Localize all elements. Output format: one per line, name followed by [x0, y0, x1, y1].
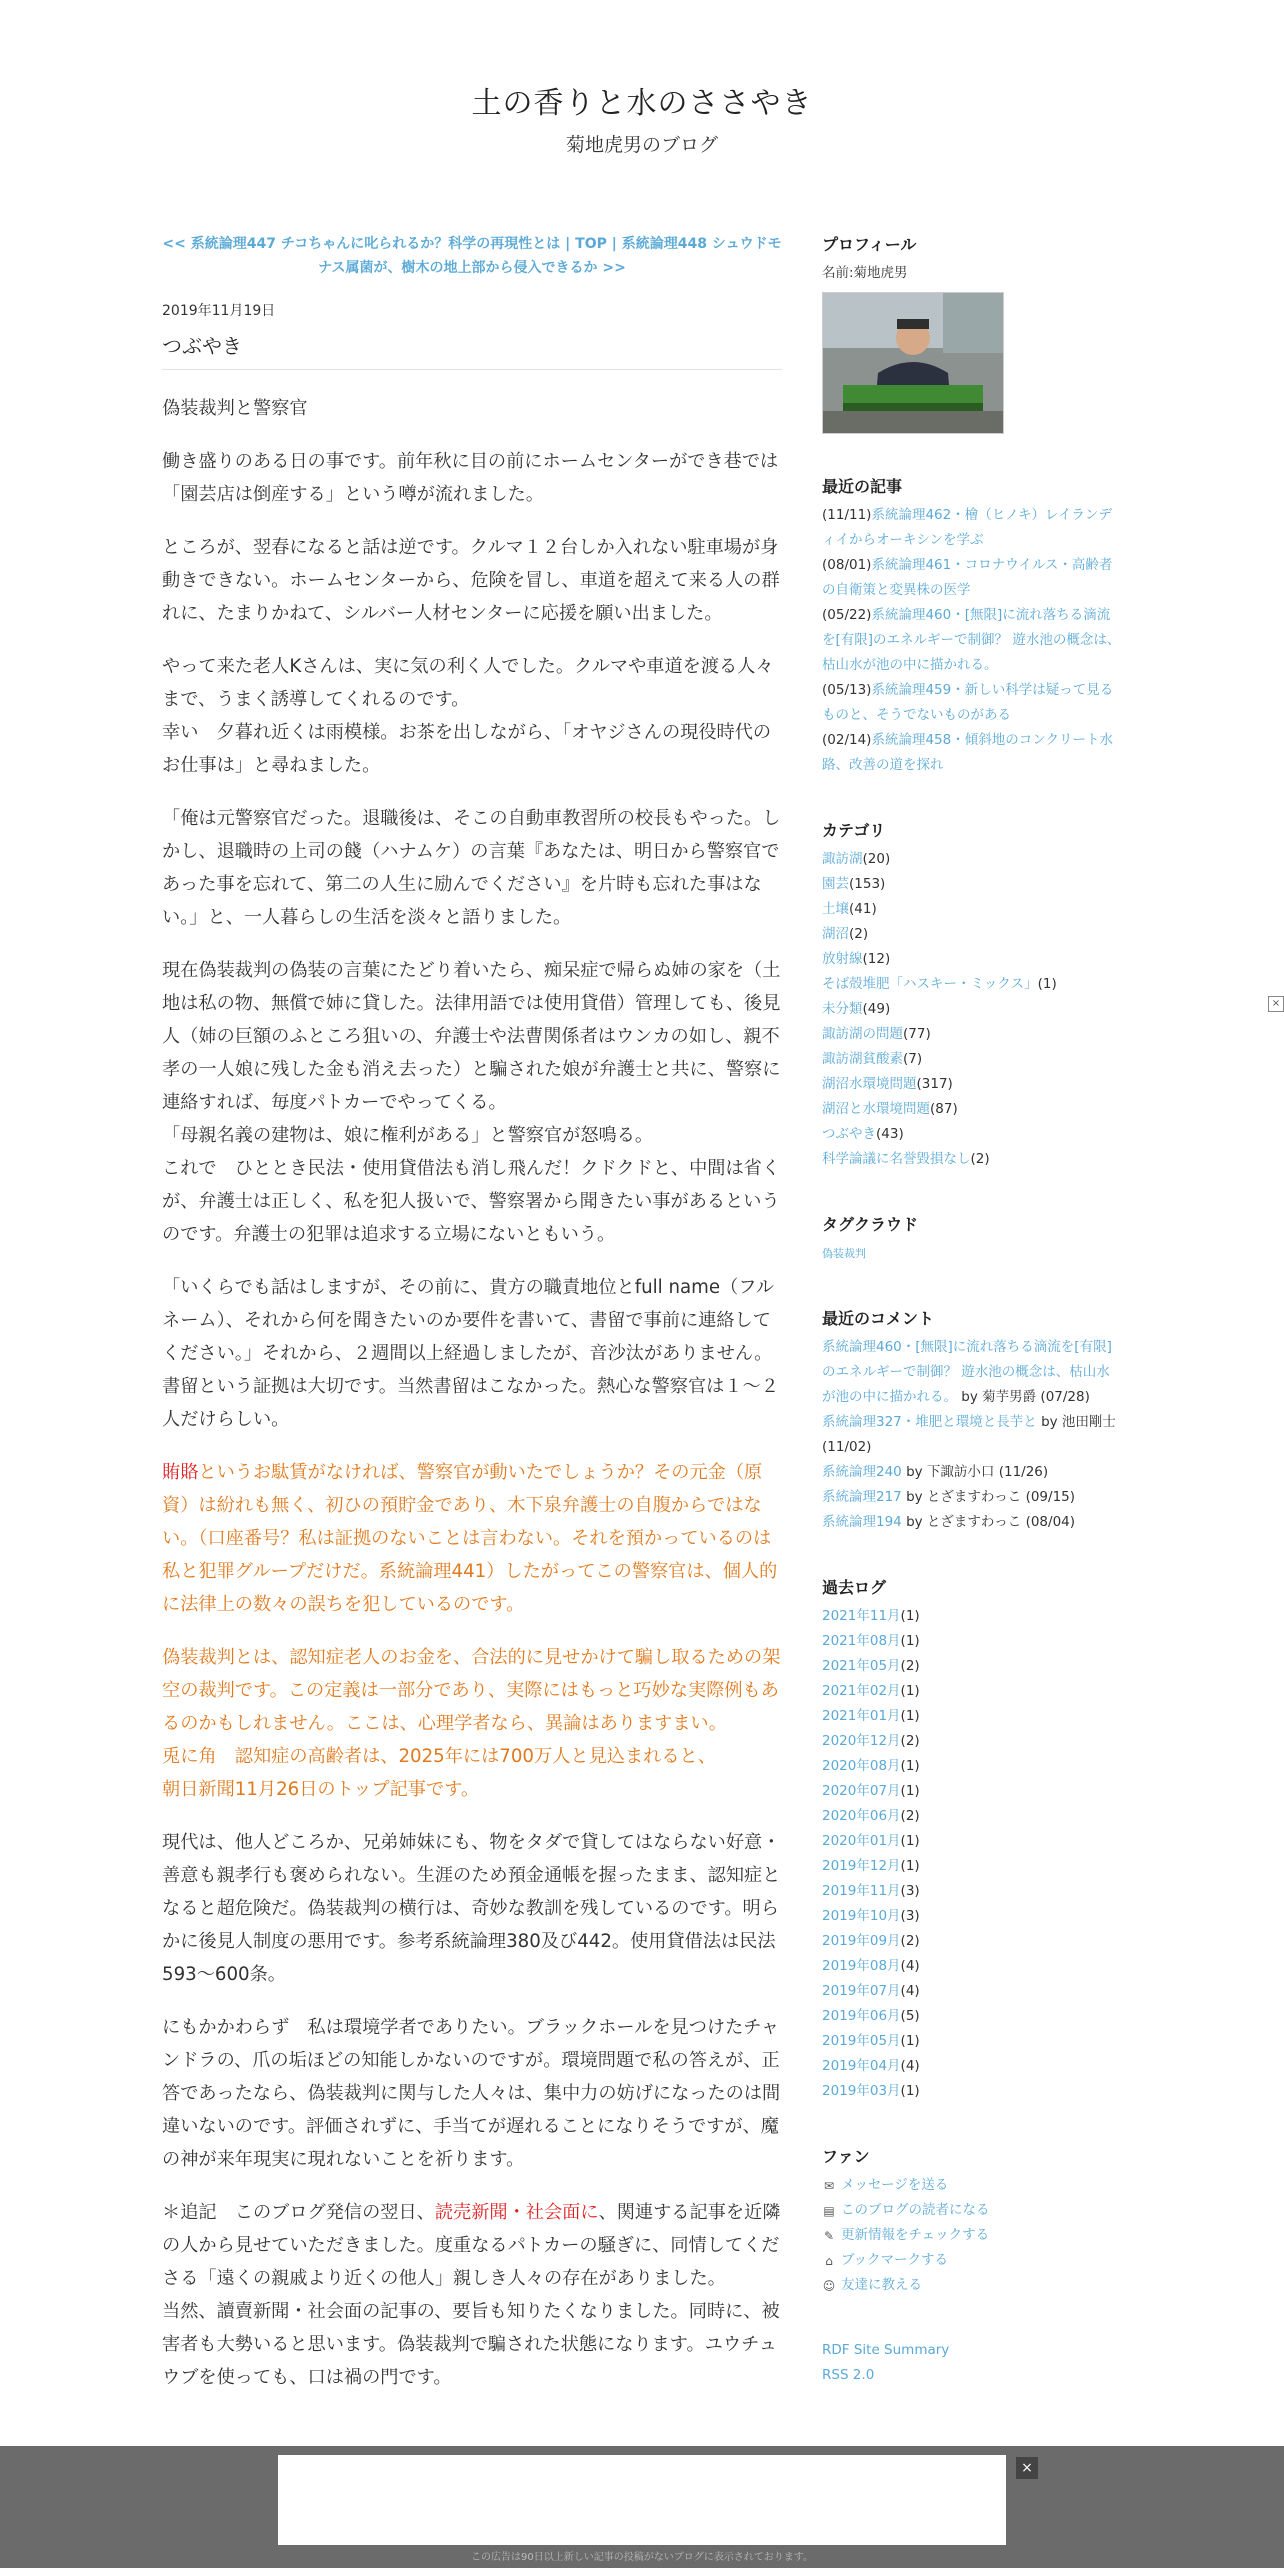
highlight-orange-text: というお駄賃がなければ、警察官が動いたでしょうか？その元金（原資）は紛れも無く、初ひの預貯金であり、木下泉弁護士の自腹からではない。（口座番号？私は証拠のないことは言わない。それを預かっているのは私と犯罪グループだけだ。系統論理441）したがってこの警察官は、個人的に法律上の数々の誤ちを犯しているのです。 — [162, 1462, 778, 1615]
become-reader-link[interactable]: このブログの読者になる — [841, 2202, 990, 2218]
nav-separator: | — [606, 236, 622, 252]
entry-paragraph-highlight — [162, 1456, 782, 1621]
entry-title: つぶやき — [162, 330, 782, 370]
archive-count: (1) — [900, 1833, 920, 1849]
archive-count: (1) — [900, 1633, 920, 1649]
category-link[interactable]: 土壌 — [822, 901, 849, 917]
fan-heading: ファン — [822, 2147, 870, 2166]
comment-item — [822, 1485, 1122, 1510]
archive-section — [822, 1575, 1122, 2104]
fan-item — [822, 2223, 1122, 2248]
entry-paragraph: にもかかわらず 私は環境学者でありたい。ブラックホールを見つけたチャンドラの、爪の垢ほどの知能しかないのですが。環境問題で私の答えが、正答であったなら、偽装裁判に関与した人々は、集中力の妨げになったのは間違いないのです。評価されずに、手当てが遅れることになりそうですが、魔の神が来年現実に現れないことを祈ります。 — [162, 2017, 781, 2170]
fan-section — [822, 2144, 1122, 2298]
recent-entries-heading: 最近の記事 — [822, 477, 903, 496]
archive-link[interactable]: 2019年09月 — [822, 1933, 901, 1949]
archive-link[interactable]: 2019年05月 — [822, 2033, 901, 2049]
tag-link[interactable]: 偽装裁判 — [822, 1247, 866, 1260]
archive-count: (4) — [900, 1958, 920, 1974]
category-count: (2) — [970, 1151, 990, 1167]
side-close-button[interactable]: × — [1268, 996, 1284, 1012]
archive-item — [822, 1854, 1122, 1879]
category-count: (153) — [849, 876, 886, 892]
comment-item — [822, 1410, 1122, 1460]
recent-entries-section — [822, 474, 1122, 778]
category-count: (41) — [849, 901, 877, 917]
envelope-icon: ✉ — [823, 2178, 835, 2193]
archive-link[interactable]: 2019年03月 — [822, 2083, 901, 2099]
category-item — [822, 1022, 1122, 1047]
archive-count: (5) — [900, 2008, 920, 2024]
comment-item — [822, 1510, 1122, 1535]
category-item — [822, 1072, 1122, 1097]
recent-entry-link[interactable]: 系統論理462・檜（ヒノキ）レイランディイからオーキシンを学ぶ — [822, 507, 1112, 548]
category-link[interactable]: 湖沼と水環境問題 — [822, 1101, 930, 1117]
category-item — [822, 947, 1122, 972]
comment-author: by とざますわっこ (08/04) — [901, 1514, 1076, 1530]
archive-item — [822, 2054, 1122, 2079]
category-item — [822, 1097, 1122, 1122]
check-icon: ✎ — [823, 2228, 835, 2243]
highlight-orange-text: 朝日新聞11月26日のトップ記事です。 — [162, 1779, 480, 1800]
category-count: (1) — [1037, 976, 1057, 992]
recent-entry-date: (05/13) — [822, 682, 872, 698]
archive-count: (1) — [900, 1708, 920, 1724]
entry-text: 幸い 夕暮れ近くは雨模様。お茶を出しながら、「オヤジさんの現役時代のお仕事は」と尋ねました。 — [162, 722, 772, 776]
category-link[interactable]: そば殻堆肥「ハスキー・ミックス」 — [822, 976, 1038, 992]
archive-item — [822, 1954, 1122, 1979]
bookmark-link[interactable]: ブックマークする — [841, 2252, 949, 2268]
category-count: (87) — [930, 1101, 958, 1117]
category-link[interactable]: 湖沼 — [822, 926, 849, 942]
entry-text: 現在偽装裁判の偽装の言葉にたどり着いたら、痴呆症で帰らぬ姉の家を（土地は私の物、無償で姉に貸した。法律用語では使用貸借）管理しても、後見人（姉の巨額のふところ狙いの、弁護士や法曹関係者はウンカの如し、親不孝の一人娘に残した金も消え去った）と騙された娘が弁護士と共に、警察に連絡すれば、毎度パトカーでやってくる。 — [162, 960, 781, 1113]
tag-cloud-heading: タグクラウド — [822, 1215, 919, 1234]
entry-paragraph — [162, 2196, 782, 2394]
archive-count: (1) — [900, 2033, 920, 2049]
highlight-red-text: 読売新聞・社会面に — [434, 2202, 599, 2223]
entry-paragraph: 現代は、他人どころか、兄弟姉妹にも、物をタダで貸してはならない好意・善意も親孝行も褒められない。生涯のため預金通帳を握ったまま、認知症となると超危険だ。偽装裁判の横行は、奇妙な教訓を残しているのです。明らかに後見人制度の悪用です。参考系統論理380及び442。使用貸借法は民法593～600条。 — [162, 1832, 781, 1985]
send-message-link[interactable]: メッセージを送る — [841, 2177, 949, 2193]
archive-item — [822, 1704, 1122, 1729]
category-item — [822, 847, 1122, 872]
entry-paragraph — [162, 954, 782, 1251]
category-link[interactable]: 諏訪湖貧酸素 — [822, 1051, 903, 1067]
entry-body — [162, 392, 782, 2394]
recent-comments-section — [822, 1306, 1122, 1535]
entry-text: これで ひととき民法・使用貸借法も消し飛んだ！クドクドと、中間は省くが、弁護士は正しく、私を犯人扱いで、警察署から聞きたい事があるというのです。弁護士の犯罪は追求する立場にないともいう。 — [162, 1158, 781, 1245]
blog-title[interactable]: 土の香りと水のささやき — [471, 86, 813, 121]
highlight-red-text: 賄賂 — [162, 1462, 199, 1483]
comment-entry-link[interactable]: 系統論理460・[無限]に流れ落ちる滴流を[有限]のエネルギーで制御？ 遊水池の概念は、枯山水が池の中に描かれる。 — [822, 1339, 1112, 1405]
archive-link[interactable]: 2019年12月 — [822, 1858, 901, 1874]
category-count: (12) — [862, 951, 891, 967]
check-updates-link[interactable]: 更新情報をチェックする — [841, 2227, 990, 2243]
entry-navigation — [162, 232, 782, 280]
category-count: (2) — [849, 926, 869, 942]
highlight-orange-text: 偽装裁判とは、認知症老人のお金を、合法的に見せかけて騙し取るための架空の裁判です。この定義は一部分であり、実際にはもっと巧妙な実際例もあるのかもしれません。ここは、心理学者なら、異論はありますまい。 — [162, 1647, 781, 1734]
entry-text: 、関連する記事を近隣の人から見せていただきました。度重なるパトカーの騒ぎに、同情してくださる「遠くの親戚より近くの他人」親しき人々の存在がありました。 — [162, 2202, 781, 2289]
category-item — [822, 1147, 1122, 1172]
archive-count: (1) — [900, 1758, 920, 1774]
entry-text: ＊追記 このブログ発信の翌日、 — [162, 2202, 435, 2223]
highlight-orange-text: 兎に角 認知症の高齢者は、2025年には700万人と見込まれると、 — [162, 1746, 716, 1767]
archive-item — [822, 1629, 1122, 1654]
archive-link[interactable]: 2020年06月 — [822, 1808, 901, 1824]
prev-entry-link[interactable]: << 系統論理447 チコちゃんに叱られるか？科学の再現性とは — [162, 236, 561, 252]
entry-text: やって来た老人Kさんは、実に気の利く人でした。クルマや車道を渡る人々まで、うまく誘導してくれるのです。 — [162, 656, 774, 710]
archive-count: (2) — [900, 1933, 920, 1949]
archive-item — [822, 2004, 1122, 2029]
recent-entry-date: (05/22) — [822, 607, 872, 623]
archive-link[interactable]: 2021年01月 — [822, 1708, 901, 1724]
recent-entry-item — [822, 678, 1122, 728]
archive-heading: 過去ログ — [822, 1578, 887, 1597]
archive-count: (1) — [900, 1608, 920, 1624]
recent-entry-link[interactable]: 系統論理459・新しい科学は疑って見るものと、そうでないものがある — [822, 682, 1114, 723]
category-link[interactable]: 諏訪湖の問題 — [822, 1026, 903, 1042]
comment-item — [822, 1335, 1122, 1410]
fan-item — [822, 2248, 1122, 2273]
sidebar — [822, 232, 1122, 2428]
archive-link[interactable]: 2019年07月 — [822, 1983, 901, 1999]
recent-entry-link[interactable]: 系統論理461・コロナウイルス・高齢者の自衛策と変異株の医学 — [822, 557, 1113, 598]
comment-author: by 菊芋男爵 (07/28) — [957, 1389, 1090, 1405]
category-item — [822, 897, 1122, 922]
comment-entry-link[interactable]: 系統論理217 — [822, 1489, 902, 1505]
entry-date: 2019年11月19日 — [162, 303, 276, 319]
recent-entry-date: (11/11) — [822, 507, 872, 523]
tag-cloud-section — [822, 1212, 1122, 1266]
recent-entry-date: (08/01) — [822, 557, 872, 573]
recent-entry-item — [822, 728, 1122, 778]
next-entry-link[interactable]: 系統論理448 シュウドモナス属菌が、樹木の地上部から侵入できるか >> — [318, 236, 782, 276]
archive-link[interactable]: 2020年08月 — [822, 1758, 901, 1774]
profile-photo-image — [823, 293, 1003, 433]
fan-item — [822, 2173, 1122, 2198]
ad-close-button[interactable]: × — [1016, 2457, 1038, 2479]
rss-feed-link[interactable]: RSS 2.0 — [822, 2367, 875, 2383]
archive-link[interactable]: 2019年11月 — [822, 1883, 901, 1899]
archive-link[interactable]: 2021年11月 — [822, 1608, 901, 1624]
archive-item — [822, 1804, 1122, 1829]
archive-count: (3) — [900, 1883, 920, 1899]
friend-icon: ☺ — [822, 2278, 836, 2293]
fan-item — [822, 2273, 1122, 2298]
archive-count: (1) — [900, 1783, 920, 1799]
archive-count: (3) — [900, 1908, 920, 1924]
entry-paragraph: 「俺は元警察官だった。退職後は、そこの自動車教習所の校長もやった。しかし、退職時の上司の餞（ハナムケ）の言葉『あなたは、明日から警察官であった事を忘れて、第二の人生に励んでください』を片時も忘れた事はない。」と、一人暮らしの生活を淡々と語りました。 — [162, 808, 781, 928]
entry-text: 当然、讀賣新聞・社会面の記事の、要旨も知りたくなりました。同時に、被害者も大勢いると思います。偽装裁判で騙された状態になります。ユウチュウブを使っても、口は禍の門です。 — [162, 2301, 780, 2388]
category-count: (317) — [916, 1076, 953, 1092]
archive-link[interactable]: 2021年02月 — [822, 1683, 901, 1699]
archive-count: (4) — [900, 2058, 920, 2074]
category-count: (77) — [903, 1026, 931, 1042]
comment-entry-link[interactable]: 系統論理240 — [822, 1464, 902, 1480]
category-item — [822, 1122, 1122, 1147]
category-item — [822, 922, 1122, 947]
recent-comments-heading: 最近のコメント — [822, 1309, 935, 1328]
blog-subtitle: 菊地虎男のブログ — [565, 134, 718, 156]
comment-author: by 池田剛士 (11/02) — [822, 1414, 1116, 1455]
entry-paragraph-highlight — [162, 1641, 782, 1806]
recent-entry-link[interactable]: 系統論理460・[無限]に流れ落ちる滴流を[有限]のエネルギーで制御？ 遊水池の概念は、枯山水が池の中に描かれる。 — [822, 607, 1121, 673]
archive-link[interactable]: 2020年01月 — [822, 1833, 901, 1849]
profile-name: 名前:菊地虎男 — [822, 265, 908, 281]
entry-paragraph: 働き盛りのある日の事です。前年秋に目の前にホームセンターができ巷では「園芸店は倒産する」という噂が流れました。 — [162, 451, 779, 505]
archive-item — [822, 1879, 1122, 1904]
archive-link[interactable]: 2019年06月 — [822, 2008, 901, 2024]
recent-entry-item — [822, 503, 1122, 553]
archive-count: (4) — [900, 1983, 920, 1999]
category-count: (43) — [876, 1126, 904, 1142]
comment-entry-link[interactable]: 系統論理327・堆肥と環境と長芋と — [822, 1414, 1037, 1430]
category-link[interactable]: つぶやき — [822, 1126, 876, 1142]
archive-count: (1) — [900, 2083, 920, 2099]
archive-link[interactable]: 2021年08月 — [822, 1633, 901, 1649]
archive-count: (1) — [900, 1858, 920, 1874]
recent-entry-date: (02/14) — [822, 732, 872, 748]
category-item — [822, 972, 1122, 997]
category-link[interactable]: 未分類 — [822, 1001, 863, 1017]
nav-separator: | — [560, 236, 576, 252]
category-count: (7) — [903, 1051, 923, 1067]
category-link[interactable]: 放射線 — [822, 951, 863, 967]
archive-item — [822, 1604, 1122, 1629]
category-link[interactable]: 園芸 — [822, 876, 849, 892]
archive-link[interactable]: 2020年07月 — [822, 1783, 901, 1799]
reader-icon: ▤ — [823, 2203, 835, 2218]
category-link[interactable]: 科学論議に名誉毀損なし — [822, 1151, 971, 1167]
archive-item — [822, 1729, 1122, 1754]
archive-link[interactable]: 2020年12月 — [822, 1733, 901, 1749]
archive-item — [822, 1904, 1122, 1929]
bookmark-icon: ⌂ — [825, 2253, 833, 2268]
archive-item — [822, 1654, 1122, 1679]
category-count: (20) — [862, 851, 891, 867]
category-item — [822, 997, 1122, 1022]
archive-link[interactable]: 2019年04月 — [822, 2058, 901, 2074]
profile-section — [822, 232, 1122, 434]
category-item — [822, 1047, 1122, 1072]
archive-count: (1) — [900, 1683, 920, 1699]
archive-link[interactable]: 2019年08月 — [822, 1958, 901, 1974]
category-item — [822, 872, 1122, 897]
blog-header — [0, 78, 1284, 157]
archive-count: (2) — [900, 1733, 920, 1749]
comment-author: by とざますわっこ (09/15) — [901, 1489, 1076, 1505]
archive-count: (2) — [900, 1658, 920, 1674]
tell-friend-link[interactable]: 友達に教える — [841, 2277, 922, 2293]
ad-caption: この広告は90日以上新しい記事の投稿がないブログに表示されております。 — [471, 2552, 813, 2563]
profile-photo — [822, 292, 1004, 434]
recent-entry-link[interactable]: 系統論理458・傾斜地のコンクリート水路、改善の道を探れ — [822, 732, 1113, 773]
archive-item — [822, 1779, 1122, 1804]
category-link[interactable]: 諏訪湖 — [822, 851, 863, 867]
archive-count: (2) — [900, 1808, 920, 1824]
profile-heading: プロフィール — [822, 235, 917, 254]
archive-item — [822, 1754, 1122, 1779]
archive-link[interactable]: 2021年05月 — [822, 1658, 901, 1674]
feeds-section — [822, 2338, 1122, 2388]
archive-link[interactable]: 2019年10月 — [822, 1908, 901, 1924]
archive-item — [822, 2029, 1122, 2054]
entry-paragraph: ところが、翌春になると話は逆です。クルマ１２台しか入れない駐車場が身動きできない。ホームセンターから、危険を冒し、車道を超えて来る人の群れに、たまりかねて、シルバー人材センターに応援を願い出ました。 — [162, 537, 780, 624]
archive-item — [822, 1679, 1122, 1704]
comment-item — [822, 1460, 1122, 1485]
recent-entry-item — [822, 603, 1122, 678]
comment-author: by 下諏訪小口 (11/26) — [901, 1464, 1049, 1480]
entry-paragraph — [162, 650, 782, 782]
recent-entry-item — [822, 553, 1122, 603]
category-section — [822, 818, 1122, 1172]
entry-paragraph: 「いくらでも話はしますが、その前に、貴方の職責地位とfull name（フルネーム）、それから何を聞きたいのか要件を書いて、書留で事前に連絡してください。」それから、２週間以上経過しましたが、音沙汰がありません。書留という証拠は大切です。当然書留はこなかった。熱心な警察官は１～２人だけらしい。 — [162, 1277, 779, 1430]
rdf-feed-link[interactable]: RDF Site Summary — [822, 2342, 950, 2358]
entry-text: 「母親名義の建物は、娘に権利がある」と警察官が怒鳴る。 — [162, 1125, 654, 1146]
archive-item — [822, 1829, 1122, 1854]
main-column — [162, 232, 782, 2414]
archive-item — [822, 2079, 1122, 2104]
comment-entry-link[interactable]: 系統論理194 — [822, 1514, 902, 1530]
archive-item — [822, 1929, 1122, 1954]
ad-banner[interactable] — [278, 2455, 1006, 2545]
top-link[interactable]: TOP — [575, 236, 607, 252]
category-count: (49) — [862, 1001, 891, 1017]
category-link[interactable]: 湖沼水環境問題 — [822, 1076, 917, 1092]
category-heading: カテゴリ — [822, 821, 886, 840]
entry-paragraph: 偽装裁判と警察官 — [162, 398, 308, 419]
fan-item — [822, 2198, 1122, 2223]
archive-item — [822, 1979, 1122, 2004]
